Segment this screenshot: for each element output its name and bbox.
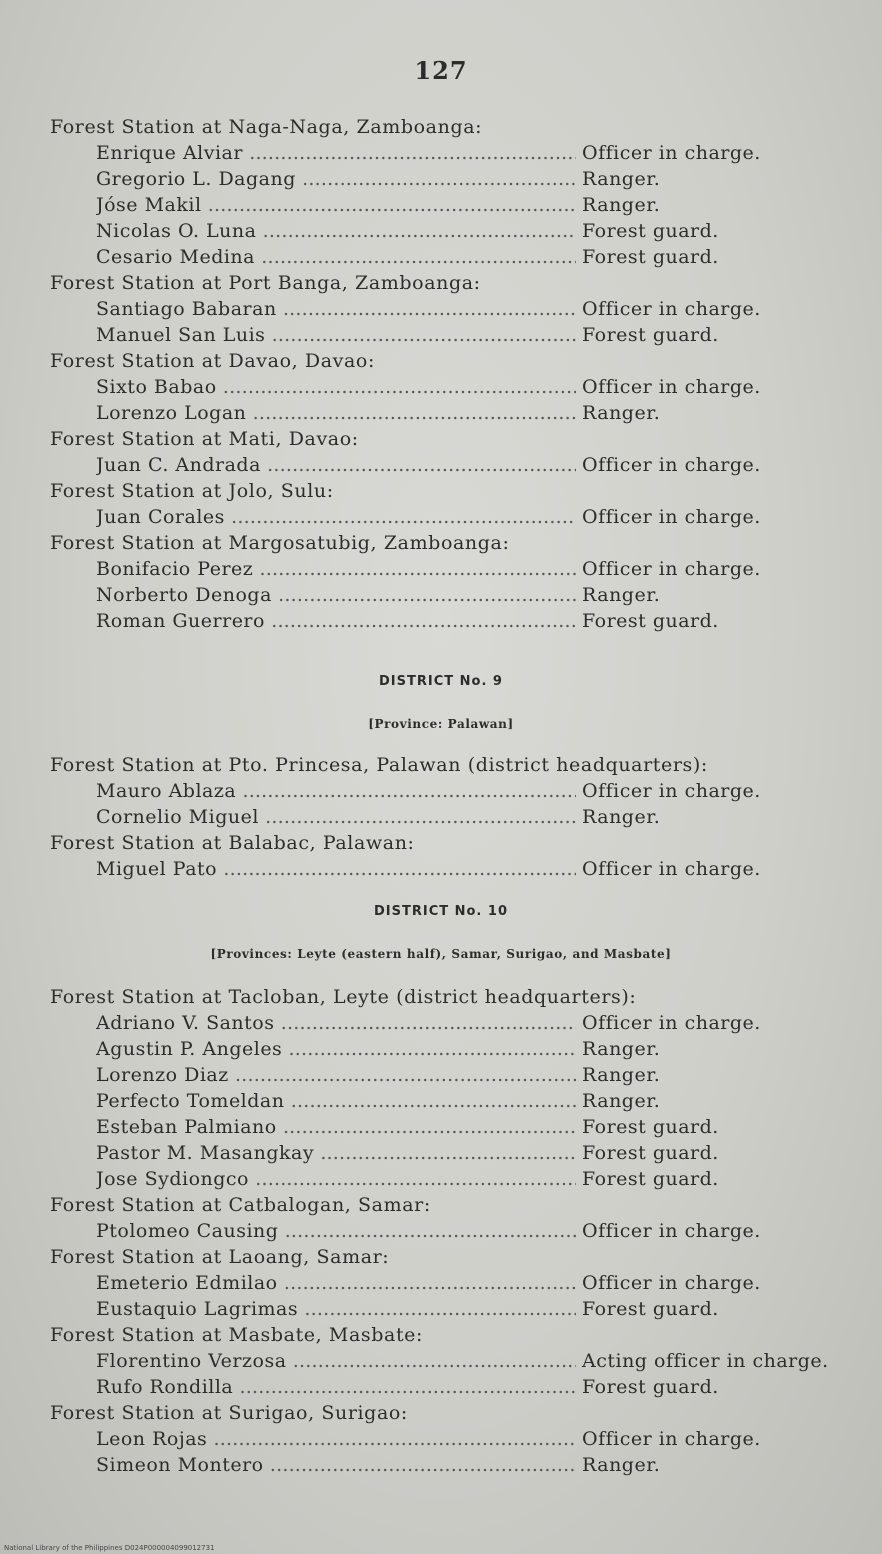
staff-title: Officer in charge. xyxy=(582,376,761,398)
staff-title: Ranger. xyxy=(582,168,661,190)
staff-name: Agustin P. Angeles ..... xyxy=(96,1036,576,1062)
staff-name: Sixto Babao ..... xyxy=(96,374,576,400)
staff-row xyxy=(0,856,882,882)
staff-row xyxy=(0,582,882,608)
staff-title: Ranger. xyxy=(582,194,661,216)
station-heading: Forest Station at Surigao, Surigao: xyxy=(50,1402,408,1424)
staff-name: Cornelio Miguel ..... xyxy=(96,804,576,830)
station-heading: Forest Station at Jolo, Sulu: xyxy=(50,480,334,502)
district-9-heading: DISTRICT No. 9 xyxy=(379,674,503,689)
page-footer: National Library of the Philippines D024P000004099012731 xyxy=(4,1544,215,1552)
staff-row xyxy=(0,1140,882,1166)
staff-title: Forest guard. xyxy=(582,1142,719,1164)
staff-title: Forest guard. xyxy=(582,1298,719,1320)
staff-name: Enrique Alviar ..... xyxy=(96,140,576,166)
staff-name: Norberto Denoga ..... xyxy=(96,582,576,608)
district-10-heading: DISTRICT No. 10 xyxy=(373,904,508,919)
staff-row xyxy=(0,778,882,804)
staff-title: Ranger. xyxy=(582,1064,661,1086)
station-heading: Forest Station at Naga-Naga, Zamboanga: xyxy=(50,116,483,138)
staff-name: Lorenzo Diaz ..... xyxy=(96,1062,576,1088)
staff-name: Jóse Makil ..... xyxy=(96,192,576,218)
station-heading: Forest Station at Margosatubig, Zamboanga: xyxy=(50,532,510,554)
staff-title: Ranger. xyxy=(582,806,661,828)
staff-row xyxy=(0,1062,882,1088)
page-number: 127 xyxy=(414,56,468,85)
staff-row xyxy=(0,1426,882,1452)
staff-row xyxy=(0,1010,882,1036)
staff-name: Mauro Ablaza ..... xyxy=(96,778,576,804)
staff-row xyxy=(0,1166,882,1192)
station-heading: Forest Station at Tacloban, Leyte (district headquarters): xyxy=(50,986,637,1008)
staff-name: Nicolas O. Luna ..... xyxy=(96,218,576,244)
staff-name: Juan C. Andrada ..... xyxy=(96,452,576,478)
staff-name: Rufo Rondilla ..... xyxy=(96,1374,576,1400)
staff-title: Forest guard. xyxy=(582,1168,719,1190)
staff-title: Officer in charge. xyxy=(582,298,761,320)
staff-row xyxy=(0,1036,882,1062)
staff-title: Officer in charge. xyxy=(582,506,761,528)
staff-row xyxy=(0,504,882,530)
staff-name: Juan Corales ..... xyxy=(96,504,576,530)
staff-row xyxy=(0,1452,882,1478)
staff-name: Cesario Medina ..... xyxy=(96,244,576,270)
staff-name: Esteban Palmiano ..... xyxy=(96,1114,576,1140)
station-heading: Forest Station at Laoang, Samar: xyxy=(50,1246,390,1268)
staff-row xyxy=(0,1270,882,1296)
staff-title: Officer in charge. xyxy=(582,1012,761,1034)
staff-title: Officer in charge. xyxy=(582,1220,761,1242)
staff-title: Ranger. xyxy=(582,1090,661,1112)
staff-title: Ranger. xyxy=(582,1454,661,1476)
district-10-provinces: [Provinces: Leyte (eastern half), Samar, Surigao, and Masbate] xyxy=(210,947,672,961)
staff-row xyxy=(0,556,882,582)
staff-row xyxy=(0,1374,882,1400)
staff-title: Officer in charge. xyxy=(582,858,761,880)
staff-title: Forest guard. xyxy=(582,324,719,346)
staff-title: Officer in charge. xyxy=(582,1428,761,1450)
district-9-section xyxy=(0,672,882,882)
staff-name: Lorenzo Logan ..... xyxy=(96,400,576,426)
staff-name: Emeterio Edmilao ..... xyxy=(96,1270,576,1296)
staff-name: Leon Rojas ..... xyxy=(96,1426,576,1452)
station-heading: Forest Station at Catbalogan, Samar: xyxy=(50,1194,431,1216)
staff-row xyxy=(0,608,882,634)
staff-row xyxy=(0,1296,882,1322)
staff-name: Jose Sydiongco ..... xyxy=(96,1166,576,1192)
staff-title: Forest guard. xyxy=(582,246,719,268)
staff-row xyxy=(0,1218,882,1244)
staff-name: Gregorio L. Dagang ..... xyxy=(96,166,576,192)
staff-title: Officer in charge. xyxy=(582,558,761,580)
staff-row xyxy=(0,166,882,192)
staff-row xyxy=(0,374,882,400)
staff-row xyxy=(0,322,882,348)
staff-name: Pastor M. Masangkay ..... xyxy=(96,1140,576,1166)
staff-title: Forest guard. xyxy=(582,1376,719,1398)
staff-name: Roman Guerrero ..... xyxy=(96,608,576,634)
staff-title: Acting officer in charge. xyxy=(582,1350,829,1372)
staff-row xyxy=(0,296,882,322)
staff-row xyxy=(0,192,882,218)
staff-title: Forest guard. xyxy=(582,220,719,242)
staff-title: Forest guard. xyxy=(582,610,719,632)
station-heading: Forest Station at Masbate, Masbate: xyxy=(50,1324,424,1346)
district-10-section xyxy=(0,902,882,1478)
staff-row xyxy=(0,400,882,426)
staff-title: Officer in charge. xyxy=(582,1272,761,1294)
staff-name: Manuel San Luis ..... xyxy=(96,322,576,348)
staff-row xyxy=(0,140,882,166)
staff-title: Ranger. xyxy=(582,1038,661,1060)
station-heading: Forest Station at Davao, Davao: xyxy=(50,350,375,372)
staff-name: Adriano V. Santos ..... xyxy=(96,1010,576,1036)
staff-name: Bonifacio Perez ..... xyxy=(96,556,576,582)
district-10-stations xyxy=(0,984,882,1478)
staff-row xyxy=(0,218,882,244)
staff-title: Ranger. xyxy=(582,402,661,424)
district-9-stations xyxy=(0,752,882,882)
staff-title: Officer in charge. xyxy=(582,142,761,164)
staff-name: Eustaquio Lagrimas ..... xyxy=(96,1296,576,1322)
staff-title: Officer in charge. xyxy=(582,780,761,802)
station-heading: Forest Station at Port Banga, Zamboanga: xyxy=(50,272,481,294)
staff-row xyxy=(0,1348,882,1374)
staff-row xyxy=(0,804,882,830)
staff-name: Ptolomeo Causing ..... xyxy=(96,1218,576,1244)
staff-name: Santiago Babaran ..... xyxy=(96,296,576,322)
district-9-provinces: [Province: Palawan] xyxy=(368,717,514,731)
staff-name: Miguel Pato ..... xyxy=(96,856,576,882)
staff-row xyxy=(0,1088,882,1114)
staff-title: Forest guard. xyxy=(582,1116,719,1138)
staff-name: Perfecto Tomeldan ..... xyxy=(96,1088,576,1114)
station-heading: Forest Station at Balabac, Palawan: xyxy=(50,832,415,854)
staff-title: Officer in charge. xyxy=(582,454,761,476)
staff-name: Florentino Verzosa ..... xyxy=(96,1348,576,1374)
staff-row xyxy=(0,244,882,270)
staff-name: Simeon Montero ..... xyxy=(96,1452,576,1478)
staff-row xyxy=(0,1114,882,1140)
station-heading: Forest Station at Mati, Davao: xyxy=(50,428,359,450)
staff-row xyxy=(0,452,882,478)
station-heading: Forest Station at Pto. Princesa, Palawan (district headquarters): xyxy=(50,754,708,776)
staff-title: Ranger. xyxy=(582,584,661,606)
district-8-continuation xyxy=(0,114,882,634)
